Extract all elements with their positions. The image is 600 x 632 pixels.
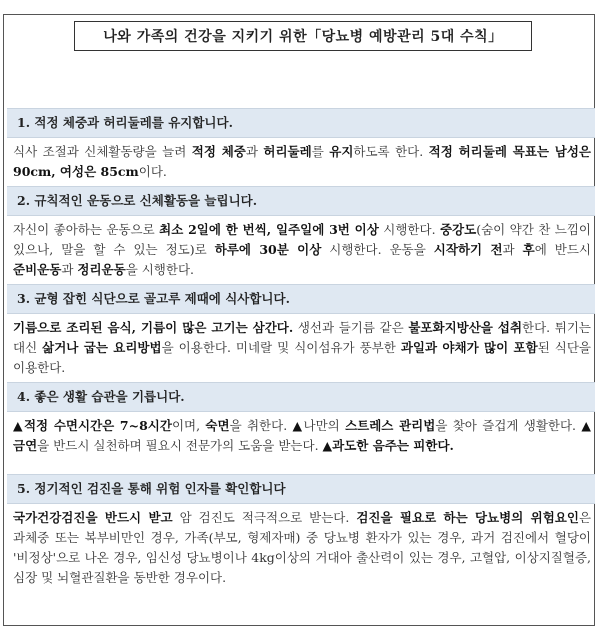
text: 을 취한다.	[229, 418, 293, 433]
bullet-marker: ▲	[581, 418, 591, 433]
text: 을 이용한다. 미네랄 및 식이섬유가 풍부한	[161, 340, 401, 355]
section-1-body	[7, 138, 595, 186]
emphasis: 허리둘레	[263, 144, 312, 159]
bullet-marker: ▲	[292, 418, 304, 433]
section-3-body	[7, 314, 595, 382]
emphasis: 국가건강검진을 반드시 받고	[13, 510, 173, 525]
section-2-heading: 2. 규칙적인 운동으로 신체활동을 늘립니다.	[7, 186, 595, 216]
emphasis: 적정 수면시간은 7~8시간	[23, 418, 172, 433]
bullet-marker: ▲	[322, 438, 333, 453]
section-4-body	[7, 412, 595, 460]
text: 하도록 한다.	[353, 144, 429, 159]
emphasis: 유지	[329, 144, 354, 159]
section-5-body	[7, 504, 595, 592]
text: 을 시행한다.	[125, 262, 195, 277]
section-3-heading: 3. 균형 잡힌 식단으로 골고루 제때에 식사합니다.	[7, 284, 595, 314]
content	[7, 109, 595, 592]
emphasis: 금연	[13, 438, 38, 453]
emphasis: 시작하기 전	[433, 242, 503, 257]
text: 시행한다.	[378, 222, 440, 237]
emphasis: 불포화지방산을 섭취	[408, 320, 523, 335]
text: 한다. 튀기는 대신	[13, 320, 592, 355]
emphasis: 검진을 필요로 하는 당뇨병의 위험요인	[356, 510, 579, 525]
text: 자신이 좋아하는 운동으로	[13, 222, 160, 237]
emphasis: 스트레스 관리법	[345, 418, 436, 433]
emphasis: 삶거나 굽는 요리방법	[42, 340, 162, 355]
section-5-heading: 5. 정기적인 검진을 통해 위험 인자를 확인합니다	[7, 474, 595, 504]
emphasis: 정리운동	[77, 262, 126, 277]
text: 에 반드시	[534, 242, 591, 257]
emphasis: 기름으로 조리된 음식, 기름이 많은 고기는 삼간다.	[13, 320, 294, 335]
emphasis: 최소 2일에 한 번씩, 일주일에 3번 이상	[159, 222, 379, 237]
text: 을 반드시 실천하며 필요시 전문가의 도움을 받는다.	[37, 438, 323, 453]
emphasis: 하루에 30분 이상	[214, 242, 322, 257]
text: 이며,	[171, 418, 206, 433]
section-2	[7, 186, 595, 284]
document-frame	[3, 14, 595, 626]
emphasis: 적정 허리둘레 목표는 남성은 90cm, 여성은 85cm	[13, 144, 591, 179]
page-title: 나와 가족의 건강을 지키기 위한「당뇨병 예방관리 5대 수칙」	[74, 21, 532, 51]
text: (숨이 약간 찬 느낌이 있으나, 말을 할 수 있는 정도)로	[13, 222, 591, 257]
emphasis: 숙면	[205, 418, 230, 433]
text: 식사 조절과 신체활동량을 늘려	[13, 144, 192, 159]
text: 나만의	[303, 418, 346, 433]
bullet-marker: ▲	[13, 418, 24, 433]
section-4-heading: 4. 좋은 생활 습관을 기릅니다.	[7, 382, 595, 412]
emphasis: 후	[522, 242, 535, 257]
section-4	[7, 382, 595, 460]
emphasis: 과일과 야채가 많이 포함	[400, 340, 538, 355]
text: 를	[311, 144, 330, 159]
section-5	[7, 474, 595, 592]
text: 생선과 들기름 같은	[293, 320, 409, 335]
emphasis: 과도한 음주는 피한다.	[332, 438, 454, 453]
text: 을 찾아 즐겁게 생활한다.	[435, 418, 582, 433]
text: 은 과체중 또는 복부비만인 경우, 가족(부모, 형제자매) 중 당뇨병 환자가 있는 경우, 과거 검진에서 혈당이 '비정상'으로 나온 경우, 임신성 당뇨병이나 4kg이상의 거대아 출산력이 있는 경우, 고혈압, 이상지질혈증, 심장 및 뇌혈관질환을 동반한 경우이다.	[13, 510, 592, 585]
section-1	[7, 108, 595, 186]
text: 이다.	[138, 164, 167, 179]
section-1-heading: 1. 적정 체중과 허리둘레를 유지합니다.	[7, 108, 595, 138]
text: 과	[502, 242, 523, 257]
emphasis: 적정 체중	[191, 144, 246, 159]
text: 과	[61, 262, 78, 277]
section-3	[7, 284, 595, 382]
text: 과	[245, 144, 264, 159]
emphasis: 중강도	[439, 222, 477, 237]
text: 시행한다. 운동을	[321, 242, 434, 257]
section-2-body	[7, 216, 595, 284]
emphasis: 준비운동	[13, 262, 62, 277]
text: 된 식단을 이용한다.	[13, 340, 591, 375]
text: 암 검진도 적극적으로 받는다.	[172, 510, 357, 525]
